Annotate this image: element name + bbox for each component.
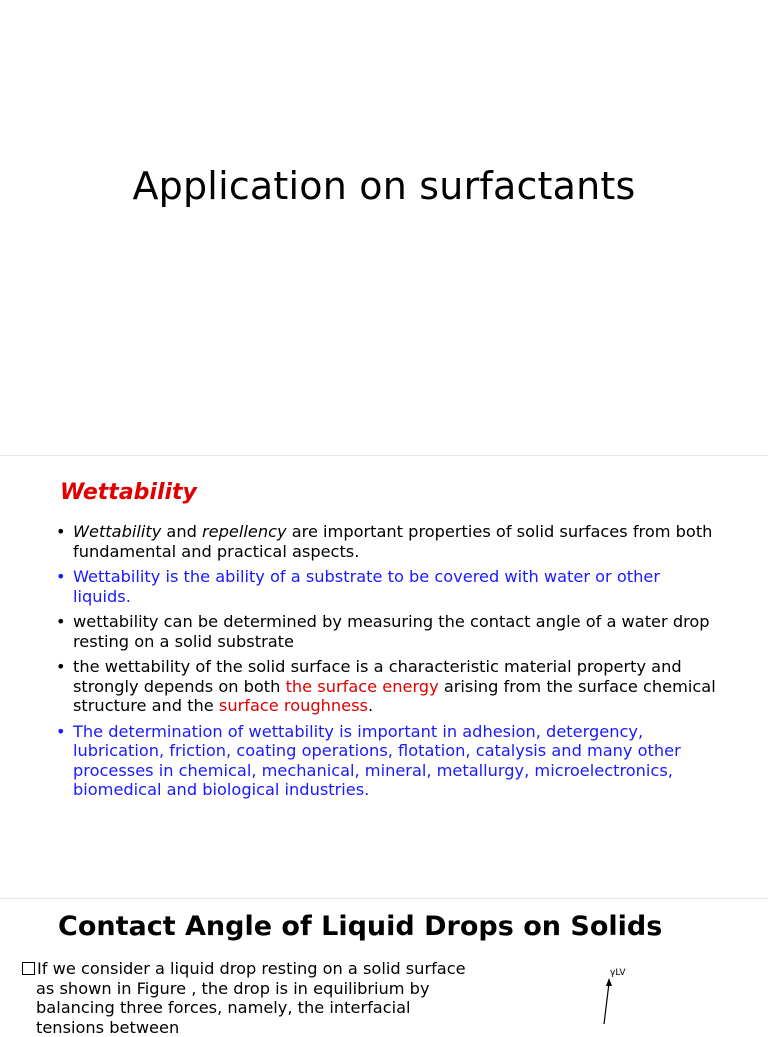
gamma-lv-label: γLV — [610, 968, 626, 978]
text: are important properties of solid surfaces from both fundamental and practical aspects. — [73, 522, 712, 561]
bullet-item — [56, 612, 716, 651]
highlight-surface-roughness: surface roughness — [219, 696, 368, 715]
text: The determination of wettability is important in adhesion, detergency, lubrication, friction, coating operations, flotation, catalysis and many other processes in chemical, mechanical, mineral, metallurgy, microelectronics, biomedical and biological industries. — [73, 722, 681, 800]
contact-angle-paragraph — [22, 959, 492, 1037]
contact-angle-figure — [560, 961, 640, 1024]
wettability-slide — [0, 460, 768, 900]
bullet-list — [56, 522, 716, 806]
text: Wettability is the ability of a substrate to be covered with water or other liquids. — [73, 567, 660, 606]
slide-divider — [0, 455, 768, 456]
arrow-head-icon — [606, 978, 612, 986]
bullet-dot: • — [56, 612, 66, 632]
contact-angle-slide — [0, 899, 768, 1024]
text: If we consider a liquid drop resting on a solid surface — [37, 959, 466, 978]
checkbox-bullet-icon — [22, 962, 35, 975]
wettability-heading: Wettability — [60, 480, 197, 505]
highlight-surface-energy: the surface energy — [286, 677, 439, 696]
slide-title: Application on surfactants — [0, 164, 768, 208]
text: balancing three forces, namely, the interfacial — [22, 998, 492, 1018]
term-wettability: Wettability — [73, 522, 161, 541]
bullet-dot: • — [56, 522, 66, 542]
bullet-item — [56, 567, 716, 606]
text: tensions between — [22, 1018, 492, 1037]
bullet-dot: • — [56, 657, 66, 677]
text: arising from the surface chemical structure and the — [73, 677, 716, 716]
text: . — [368, 696, 373, 715]
title-slide — [0, 0, 768, 455]
term-repellency: repellency — [202, 522, 287, 541]
force-arrow-line — [604, 983, 609, 1024]
text: as shown in Figure , the drop is in equilibrium by — [22, 979, 492, 999]
bullet-item — [56, 722, 716, 800]
text: the wettability of the solid surface is a characteristic material property and strongly depends on both — [73, 657, 682, 696]
text: and — [161, 522, 202, 541]
bullet-item — [56, 657, 716, 716]
contact-angle-heading: Contact Angle of Liquid Drops on Solids — [58, 911, 662, 942]
text: wettability can be determined by measuring the contact angle of a water drop resting on a solid substrate — [73, 612, 710, 651]
bullet-item — [56, 522, 716, 561]
bullet-dot: • — [56, 567, 66, 587]
bullet-dot: • — [56, 722, 66, 742]
